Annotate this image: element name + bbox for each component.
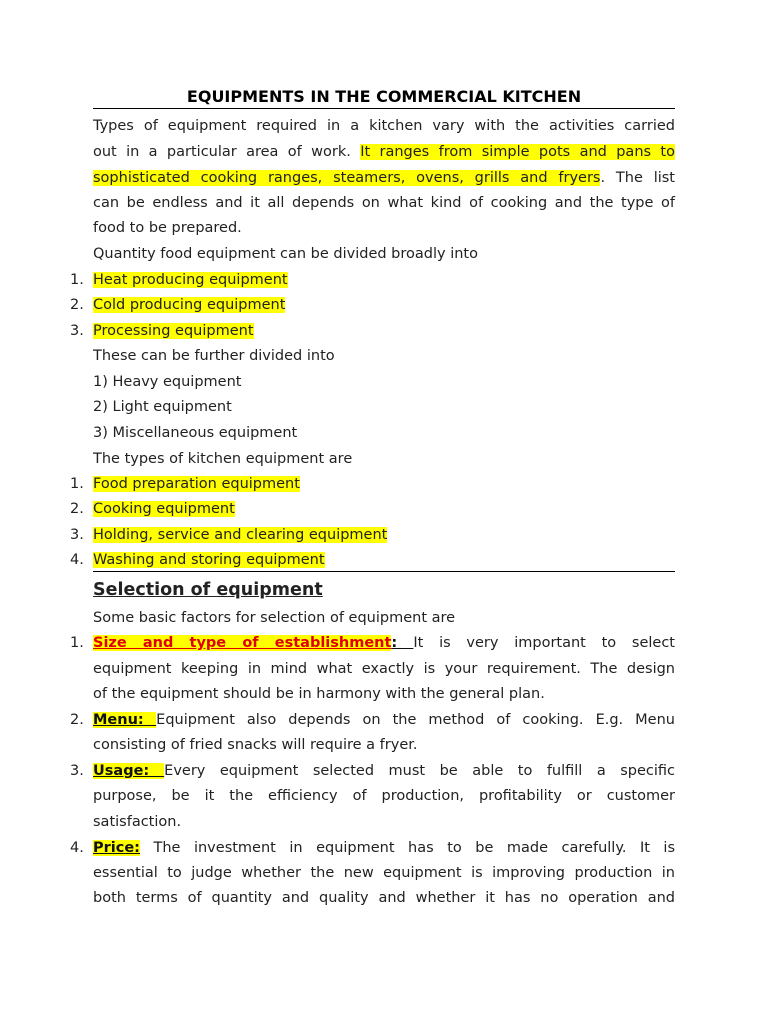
factor-text: Every equipment selected must be able to fulfill a specific (164, 763, 676, 779)
list-number: 4. (70, 552, 84, 568)
list-number: 2. (70, 712, 84, 728)
types-intro: The types of kitchen equipment are (93, 451, 353, 467)
list-item-text: Cold producing equipment (93, 297, 286, 313)
list-item (93, 497, 675, 523)
factor-menu-line-1 (93, 708, 675, 734)
factor-text: The investment in equipment has to be made carefully. It is (139, 840, 675, 856)
intro-line-6: Quantity food equipment can be divided broadly into (93, 246, 478, 262)
list-item-text: Food preparation equipment (93, 476, 300, 492)
list-number: 1. (70, 635, 84, 651)
factor-text: It is very important to select (413, 635, 675, 651)
factor-keyword: Menu: (93, 712, 157, 728)
further-intro: These can be further divided into (93, 348, 335, 364)
section-divider (93, 571, 675, 572)
factor-price-line-1 (93, 836, 675, 862)
factor-keyword: Price: (93, 840, 140, 856)
list-item-text: Holding, service and clearing equipment (93, 527, 388, 543)
list-number: 2. (70, 501, 84, 517)
selection-intro: Some basic factors for selection of equipment are (93, 610, 456, 626)
section-heading: Selection of equipment (93, 580, 323, 600)
intro-line-2 (93, 140, 675, 166)
list-item-text: Washing and storing equipment (93, 552, 325, 568)
factor-price-line-3: both terms of quantity and quality and whether it has no operation and (93, 890, 675, 906)
factor-usage-line-1 (93, 759, 675, 785)
intro-line-3 (93, 166, 675, 192)
list-item: 2) Light equipment (93, 399, 232, 415)
intro-line-4: can be endless and it all depends on what kind of cooking and the type of (93, 195, 675, 211)
factor-size-line-1 (93, 631, 675, 657)
list-item: 1) Heavy equipment (93, 374, 242, 390)
factor-price-line-2: essential to judge whether the new equipment is improving production in (93, 865, 675, 881)
list-item (93, 472, 675, 498)
list-item (93, 548, 675, 574)
factor-usage-line-2: purpose, be it the efficiency of production, profitability or customer (93, 788, 675, 804)
factor-keyword: Usage: (93, 763, 165, 779)
list-item: 3) Miscellaneous equipment (93, 425, 298, 441)
list-item-text: Heat producing equipment (93, 272, 288, 288)
factor-size-line-3: of the equipment should be in harmony with the general plan. (93, 686, 545, 702)
list-number: 4. (70, 840, 84, 856)
list-number: 1. (70, 476, 84, 492)
factor-colon: : (391, 635, 414, 651)
intro-text: out in a particular area of work. (93, 144, 361, 160)
intro-highlight: sophisticated cooking ranges, steamers, ovens, grills and fryers (93, 170, 601, 186)
factor-menu-line-2: consisting of fried snacks will require a fryer. (93, 737, 418, 753)
list-number: 3. (70, 527, 84, 543)
intro-line-1: Types of equipment required in a kitchen vary with the activities carried (93, 118, 675, 134)
list-item-text: Processing equipment (93, 323, 254, 339)
intro-line-5: food to be prepared. (93, 220, 242, 236)
list-item-text: Cooking equipment (93, 501, 235, 517)
factor-usage-line-3: satisfaction. (93, 814, 182, 830)
list-item (93, 268, 675, 294)
list-item (93, 293, 675, 319)
list-number: 3. (70, 763, 84, 779)
list-item (93, 523, 675, 549)
factor-keyword: Size and type of establishment (93, 635, 392, 651)
list-item (93, 319, 675, 345)
intro-highlight: It ranges from simple pots and pans to (360, 144, 675, 160)
page-title: EQUIPMENTS IN THE COMMERCIAL KITCHEN (93, 86, 675, 109)
intro-text: . The list (600, 170, 675, 186)
factor-size-line-2: equipment keeping in mind what exactly is your requirement. The design (93, 661, 675, 677)
list-number: 3. (70, 323, 84, 339)
list-number: 2. (70, 297, 84, 313)
factor-text: Equipment also depends on the method of cooking. E.g. Menu (156, 712, 675, 728)
list-number: 1. (70, 272, 84, 288)
